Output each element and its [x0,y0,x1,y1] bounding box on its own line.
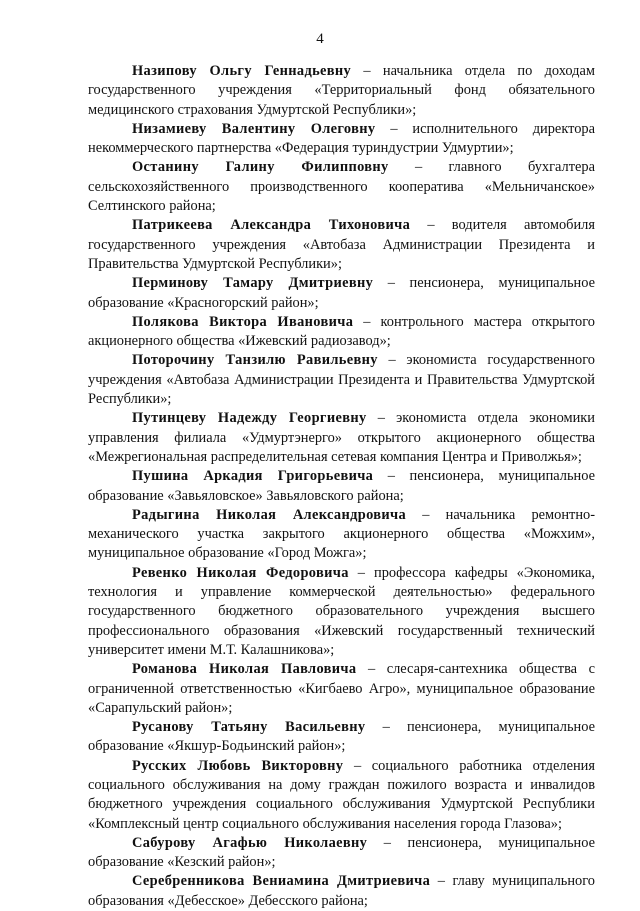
person-name: Поторочину Танзилю Равильевну [132,352,378,369]
person-name: Останину Галину Филипповну [132,159,389,176]
list-item [88,158,595,216]
person-name: Русанову Татьяну Васильевну [132,719,366,736]
person-description: – слесаря-сантехника общества с ограниченной ответственностью «Кигбаево Агро», муниципальное образование «Сарапульский район»; [88,661,595,716]
list-item [88,660,595,718]
person-description: – пенсионера, муниципальное образование «Завьяловское» Завьяловского района; [88,468,595,504]
person-description: – пенсионера, муниципальное образование «Красногорский район»; [88,275,596,311]
person-name: Пушина Аркадия Григорьевича [132,468,374,485]
list-item [88,274,595,313]
person-name: Сабурову Агафью Николаевну [132,834,368,851]
list-item [88,409,595,467]
person-description: – социального работника отделения социального обслуживания на дому граждан пожилого возраста и инвалидов бюджетного учреждения социального обслуживания Удмуртской Республики «Комплексный центр социального обслуживания населения города Глазова»; [88,757,595,832]
person-name: Полякова Виктора Ивановича [132,313,354,330]
list-item [88,313,595,352]
person-description: – экономиста государственного учреждения «Автобаза Администрации Президента и Правительства Удмуртской Республики»; [88,352,595,408]
person-description: – экономиста отдела экономики управления филиала «Удмуртэнерго» открытого акционерного общества «Межрегиональная распределительная сетевая компания Центра и Приволжья»; [88,410,595,465]
person-name: Патрикеева Александра Тихоновича [132,217,411,234]
list-item [88,467,595,506]
person-name: Назипову Ольгу Геннадьевну [132,63,352,79]
list-item [88,718,595,757]
person-description: – главного бухгалтера сельскохозяйственного производственного кооператива «Мельничанское» Селтинского района; [88,159,595,215]
list-item [88,506,595,564]
person-description: – главу муниципального образования «Дебесское» Дебесского района; [88,873,595,909]
list-item [88,872,595,911]
award-list [88,62,595,911]
person-description: – начальника отдела по доходам государственного учреждения «Территориальный фонд обязательного медицинского страхования Удмуртской Республики»; [88,63,595,118]
person-name: Ревенко Николая Федоровича [132,564,349,581]
person-name: Радыгина Николая Александровича [132,506,407,523]
person-description: – пенсионера, муниципальное образование «Кезский район»; [88,834,596,871]
person-name: Путинцеву Надежду Георгиевну [132,410,367,427]
list-item [88,351,595,409]
page-number: 4 [316,31,324,47]
person-description: – контрольного мастера открытого акционерного общества «Ижевский радиозавод»; [88,313,595,350]
list-item [88,120,595,159]
list-item [88,757,595,834]
list-item [88,834,595,873]
person-description: – исполнительного директора некоммерческого партнерства «Федерация туриндустрии Удмуртии»; [88,120,595,157]
person-name: Перминову Тамару Дмитриевну [132,275,374,292]
person-name: Русских Любовь Викторовну [132,757,344,774]
person-name: Низамиеву Валентину Олеговну [132,120,376,137]
list-item [88,564,595,660]
person-description: – профессора кафедры «Экономика, технология и управление коммерческой деятельностью» федерального государственного бюджетного образовательного учреждения высшего профессионального образования «Ижевский государственный технический университет имени М.Т. Калашникова»; [88,564,595,658]
person-description: – начальника ремонтно-механического участка закрытого акционерного общества «Можхим», муниципальное образование «Город Можга»; [88,506,596,562]
person-name: Серебренникова Вениамина Дмитриевича [132,873,431,890]
list-item [88,216,595,274]
person-description: – пенсионера, муниципальное образование «Якшур-Бодьинский район»; [88,719,595,755]
list-item [88,62,595,120]
person-description: – водителя автомобиля государственного учреждения «Автобаза Администрации Президента и Правительства Удмуртской Республики»; [88,217,595,272]
person-name: Романова Николая Павловича [132,661,357,678]
